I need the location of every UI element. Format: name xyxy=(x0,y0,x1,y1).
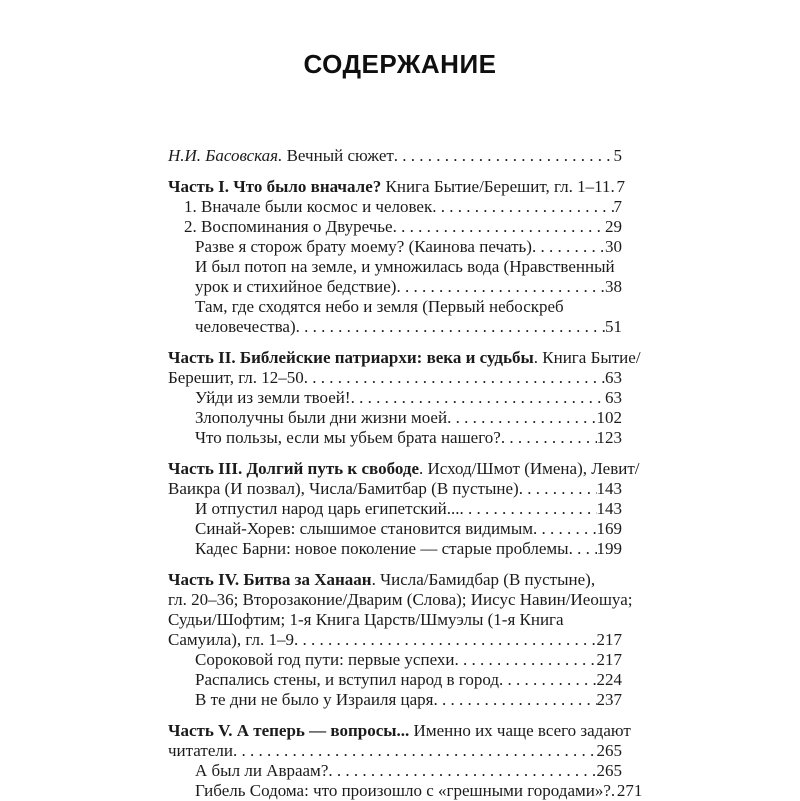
toc-entry-label: Что пользы, если мы убьем брата нашего? xyxy=(195,428,501,447)
toc-entry-label: Гибель Содома: что произошло с «грешными городами»? xyxy=(195,781,611,800)
toc-row xyxy=(168,650,622,670)
toc-row xyxy=(168,741,622,761)
toc-entry-text xyxy=(168,721,631,741)
toc-entry-text xyxy=(168,590,632,610)
dot-leader xyxy=(499,670,597,690)
toc-page-number: 199 xyxy=(596,539,622,558)
toc-entry-text xyxy=(168,610,564,630)
toc-row xyxy=(168,368,622,388)
toc-row xyxy=(168,408,622,428)
toc-entry-text xyxy=(195,237,532,257)
toc-entry-label: 1. Вначале были космос и человек xyxy=(184,197,433,216)
dot-leader xyxy=(501,428,597,448)
toc-page-number: 7 xyxy=(616,177,625,196)
dot-leader xyxy=(432,197,613,217)
toc-entry-label: гл. 20–36; Второзаконие/Дварим (Слова); Иисус Навин/Иеошуа; xyxy=(168,590,633,609)
toc-page-number: 143 xyxy=(596,479,622,498)
toc-entry-text xyxy=(184,197,432,217)
toc-author-name: Н.И. Басовская. xyxy=(168,146,283,165)
toc-entry-text xyxy=(195,277,396,297)
toc-entry-label: Там, где сходятся небо и земля (Первый небоскреб xyxy=(195,297,564,316)
toc-row xyxy=(168,297,622,317)
toc-entry-label: В те дни не было у Израиля царя xyxy=(195,690,434,709)
dot-leader xyxy=(294,630,596,650)
toc-block xyxy=(168,459,640,559)
toc-entry-label: И отпустил народ царь египетский... xyxy=(195,499,460,518)
toc-part-heading: Часть III. Долгий путь к свободе xyxy=(168,459,419,478)
toc-page-number: 30 xyxy=(605,237,622,256)
dot-leader xyxy=(396,277,605,297)
toc-page-number: 143 xyxy=(596,499,622,518)
toc-entry-label: Кадес Барни: новое поколение — старые проблемы xyxy=(195,539,569,558)
toc-page-number: 169 xyxy=(596,519,622,538)
toc-part-heading: Часть IV. Битва за Ханаан xyxy=(168,570,372,589)
toc-entry-label: читатели xyxy=(168,741,233,760)
dot-leader xyxy=(434,690,597,710)
toc-page-number: 123 xyxy=(596,428,622,447)
toc-entry-label: Уйди из земли твоей! xyxy=(195,388,351,407)
toc-entry-label: Самуила), гл. 1–9 xyxy=(168,630,295,649)
toc-entry-text xyxy=(195,781,611,801)
toc-row xyxy=(168,761,622,781)
toc-entry-text xyxy=(195,428,501,448)
toc-entry-text xyxy=(195,539,569,559)
page-title: СОДЕРЖАНИЕ xyxy=(303,49,497,79)
toc-page-number: 51 xyxy=(605,317,622,336)
toc-row xyxy=(168,348,641,368)
toc-entry-text xyxy=(195,317,296,337)
toc-entry-text xyxy=(195,297,564,317)
toc-row xyxy=(168,499,622,519)
toc-entry-label: урок и стихийное бедствие) xyxy=(195,277,397,296)
toc-block xyxy=(168,146,622,166)
toc-block xyxy=(168,348,641,448)
dot-leader xyxy=(533,519,597,539)
toc-entry-text xyxy=(168,368,304,388)
toc-entry-label: Распались стены, и вступил народ в город xyxy=(195,670,499,689)
toc-page-number: 102 xyxy=(596,408,622,427)
toc-entry-text xyxy=(195,408,447,428)
toc-entry-label: Злополучны были дни жизни моей xyxy=(195,408,448,427)
dot-leader xyxy=(328,761,596,781)
toc-row xyxy=(168,317,622,337)
toc-entry-text xyxy=(168,570,595,590)
table-of-contents xyxy=(168,146,643,801)
dot-leader xyxy=(519,479,597,499)
toc-entry-label: Разве я сторож брату моему? (Каинова печать) xyxy=(195,237,532,256)
toc-entry-label: . Книга Бытие/ xyxy=(533,348,641,367)
toc-entry-text xyxy=(195,388,351,408)
toc-entry-text xyxy=(184,217,393,237)
toc-page-number: 217 xyxy=(596,650,622,669)
toc-entry-label: человечества) xyxy=(195,317,296,336)
toc-page-number: 237 xyxy=(596,690,622,709)
toc-entry-label: Синай-Хорев: слышимое становится видимым xyxy=(195,519,533,538)
toc-entry-text xyxy=(168,177,610,197)
toc-row xyxy=(168,781,643,801)
toc-row xyxy=(168,519,622,539)
toc-entry-text xyxy=(195,519,533,539)
toc-page-number: 38 xyxy=(605,277,622,296)
toc-row xyxy=(168,257,622,277)
toc-entry-label: И был потоп на земле, и умножилась вода (Нравственный xyxy=(195,257,615,276)
toc-entry-label: . Исход/Шмот (Имена), Левит/ xyxy=(419,459,640,478)
dot-leader xyxy=(296,317,605,337)
toc-entry-text xyxy=(195,499,459,519)
toc-entry-label: Именно их чаще всего задают xyxy=(409,721,631,740)
toc-page-number: 224 xyxy=(596,670,622,689)
toc-block xyxy=(168,177,625,337)
dot-leader xyxy=(351,388,605,408)
dot-leader xyxy=(459,499,596,519)
toc-page-number: 265 xyxy=(596,761,622,780)
toc-entry-label: Вечный сюжет xyxy=(282,146,394,165)
toc-entry-text xyxy=(168,459,639,479)
toc-page-number: 265 xyxy=(596,741,622,760)
toc-row xyxy=(168,539,622,559)
toc-block xyxy=(168,570,633,710)
toc-row xyxy=(168,197,622,217)
toc-entry-label: Сороковой год пути: первые успехи xyxy=(195,650,455,669)
toc-entry-text xyxy=(168,146,394,166)
toc-entry-text xyxy=(195,650,455,670)
toc-entry-text xyxy=(195,761,328,781)
toc-row xyxy=(168,428,622,448)
toc-row xyxy=(168,217,622,237)
toc-entry-text xyxy=(195,257,615,277)
toc-page-number: 63 xyxy=(605,368,622,387)
dot-leader xyxy=(455,650,597,670)
toc-row xyxy=(168,590,633,610)
toc-row xyxy=(168,721,631,741)
toc-entry-label: Ваикра (И позвал), Числа/Бамитбар (В пустыне) xyxy=(168,479,519,498)
toc-entry-label: 2. Воспоминания о Двуречье xyxy=(184,217,393,236)
dot-leader xyxy=(304,368,605,388)
toc-part-heading: Часть V. А теперь — вопросы... xyxy=(168,721,410,740)
toc-page-number: 29 xyxy=(605,217,622,236)
toc-entry-label: Берешит, гл. 12–50 xyxy=(168,368,304,387)
toc-entry-label: Судьи/Шофтим; 1-я Книга Царств/Шмуэлы (1-я Книга xyxy=(168,610,564,629)
toc-row xyxy=(168,570,622,590)
toc-page-number: 5 xyxy=(613,146,622,165)
dot-leader xyxy=(394,146,614,166)
toc-entry-text xyxy=(168,630,294,650)
toc-entry-text xyxy=(195,690,434,710)
toc-row xyxy=(168,459,640,479)
toc-page-number: 271 xyxy=(616,781,643,800)
toc-page-number: 7 xyxy=(613,197,622,216)
toc-page-number: 63 xyxy=(605,388,622,407)
toc-block xyxy=(168,721,643,801)
dot-leader xyxy=(233,741,597,761)
toc-entry-text xyxy=(168,741,233,761)
toc-part-heading: Часть II. Библейские патриархи: века и судьбы xyxy=(168,348,534,367)
toc-row xyxy=(168,479,622,499)
toc-row xyxy=(168,630,622,650)
toc-entry-text xyxy=(195,670,499,690)
toc-row xyxy=(168,146,622,166)
toc-entry-label: А был ли Авраам? xyxy=(195,761,329,780)
toc-page-number: 217 xyxy=(596,630,622,649)
toc-row xyxy=(168,690,622,710)
toc-row xyxy=(168,670,622,690)
dot-leader xyxy=(569,539,597,559)
dot-leader xyxy=(447,408,596,428)
toc-row xyxy=(168,388,622,408)
toc-entry-label: Книга Бытие/Берешит, гл. 1–11 xyxy=(381,177,611,196)
toc-entry-text xyxy=(168,479,519,499)
dot-leader xyxy=(393,217,605,237)
toc-row xyxy=(168,177,625,197)
dot-leader xyxy=(532,237,605,257)
toc-part-heading: Часть I. Что было вначале? xyxy=(168,177,382,196)
toc-row xyxy=(168,277,622,297)
toc-row xyxy=(168,610,622,630)
toc-row xyxy=(168,237,622,257)
toc-entry-text xyxy=(168,348,641,368)
toc-entry-label: . Числа/Бамидбар (В пустыне), xyxy=(371,570,596,589)
